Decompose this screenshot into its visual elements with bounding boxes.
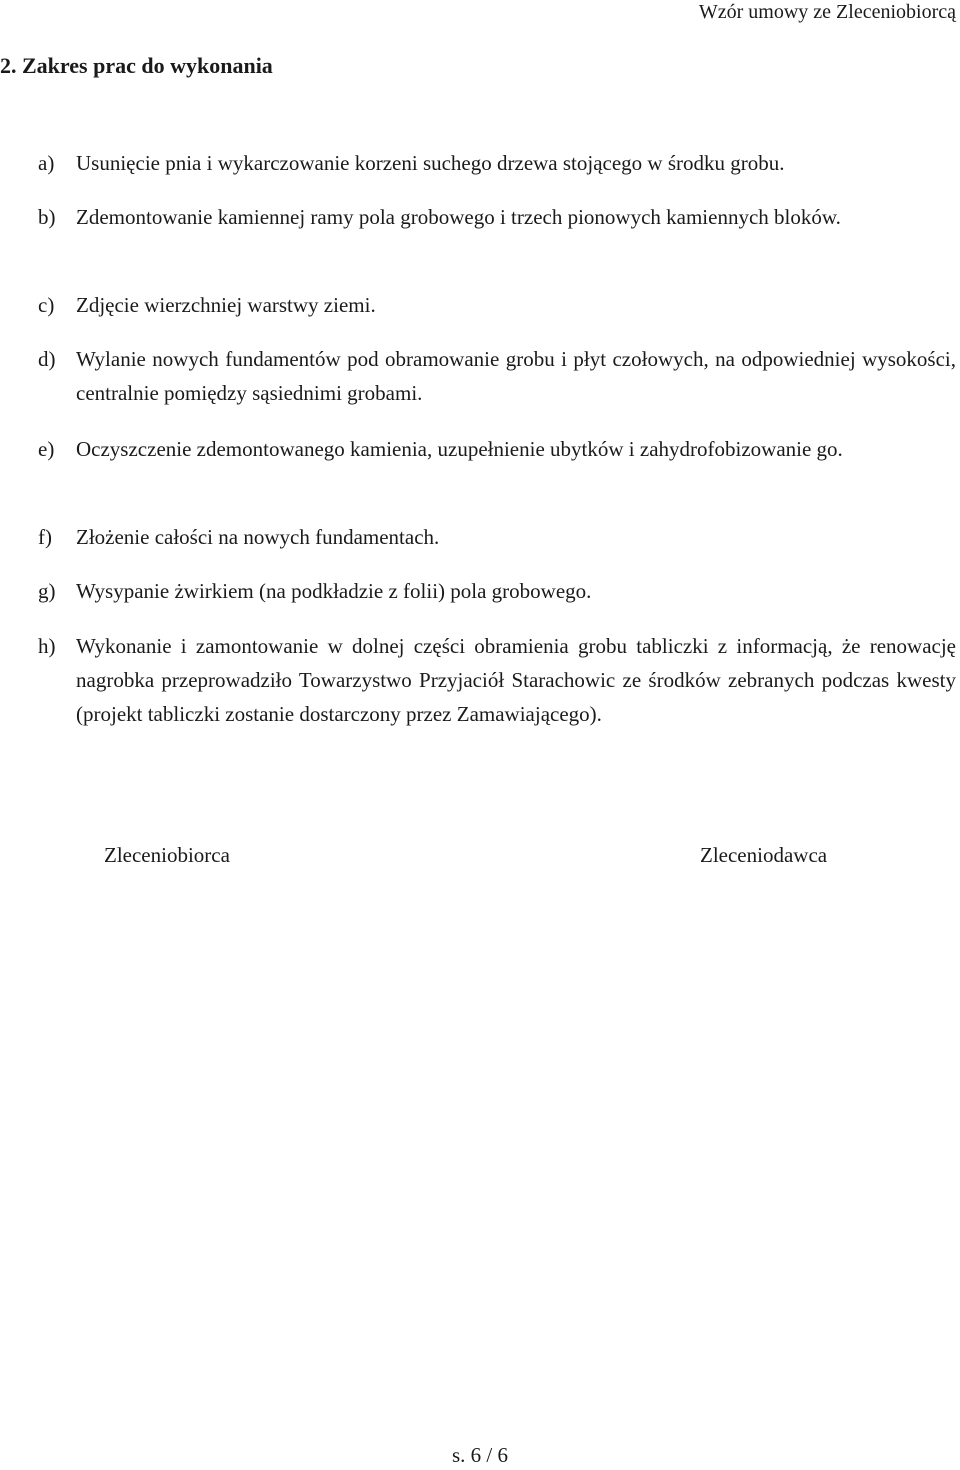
list-item-a <box>38 146 956 180</box>
list-item-marker: h) <box>38 634 56 658</box>
list-item-marker: g) <box>38 579 56 603</box>
list-item-text: Zdemontowanie kamiennej ramy pola grobowego i trzech pionowych kamiennych bloków. <box>76 205 841 229</box>
list-item-e <box>38 432 956 466</box>
list-item-marker: b) <box>38 205 56 229</box>
list-item-text: Oczyszczenie zdemontowanego kamienia, uzupełnienie ubytków i zahydrofobizowanie go. <box>76 437 843 461</box>
list-item-g <box>38 574 956 608</box>
list-item-text: Zdjęcie wierzchniej warstwy ziemi. <box>76 293 376 317</box>
list-item-text: Wysypanie żwirkiem (na podkładzie z folii) pola grobowego. <box>76 579 592 603</box>
list-item-marker: e) <box>38 437 55 461</box>
signature-contractor: Zleceniobiorca <box>104 843 230 867</box>
section-title: 2. Zakres prac do wykonania <box>0 53 273 78</box>
running-header: Wzór umowy ze Zleceniobiorcą <box>698 1 956 23</box>
page-number: s. 6 / 6 <box>451 1443 508 1467</box>
signature-client: Zleceniodawca <box>700 843 828 867</box>
list-item-text: Złożenie całości na nowych fundamentach. <box>76 525 440 549</box>
list-item-f <box>38 520 956 554</box>
list-item-marker: d) <box>38 347 56 371</box>
list-item-c <box>38 288 956 322</box>
list-item-h <box>38 629 956 731</box>
list-item-d <box>38 342 956 410</box>
list-item-marker: c) <box>38 293 55 317</box>
list-item-marker: a) <box>38 151 55 175</box>
list-item-text: Usunięcie pnia i wykarczowanie korzeni suchego drzewa stojącego w środku grobu. <box>76 151 785 175</box>
list-item-text: Wykonanie i zamontowanie w dolnej części obramienia grobu tabliczki z informacją, że renowację nagrobka przeprowadziło Towarzystwo Przyjaciół Starachowic ze środków zebranych podczas kwesty (projekt tabliczki zostanie dostarczony przez Zamawiającego). <box>76 634 956 726</box>
list-item-marker: f) <box>38 525 52 549</box>
list-item-b <box>38 200 956 234</box>
list-item-text: Wylanie nowych fundamentów pod obramowanie grobu i płyt czołowych, na odpowiedniej wysokości, centralnie pomiędzy sąsiednimi grobami. <box>76 347 956 405</box>
